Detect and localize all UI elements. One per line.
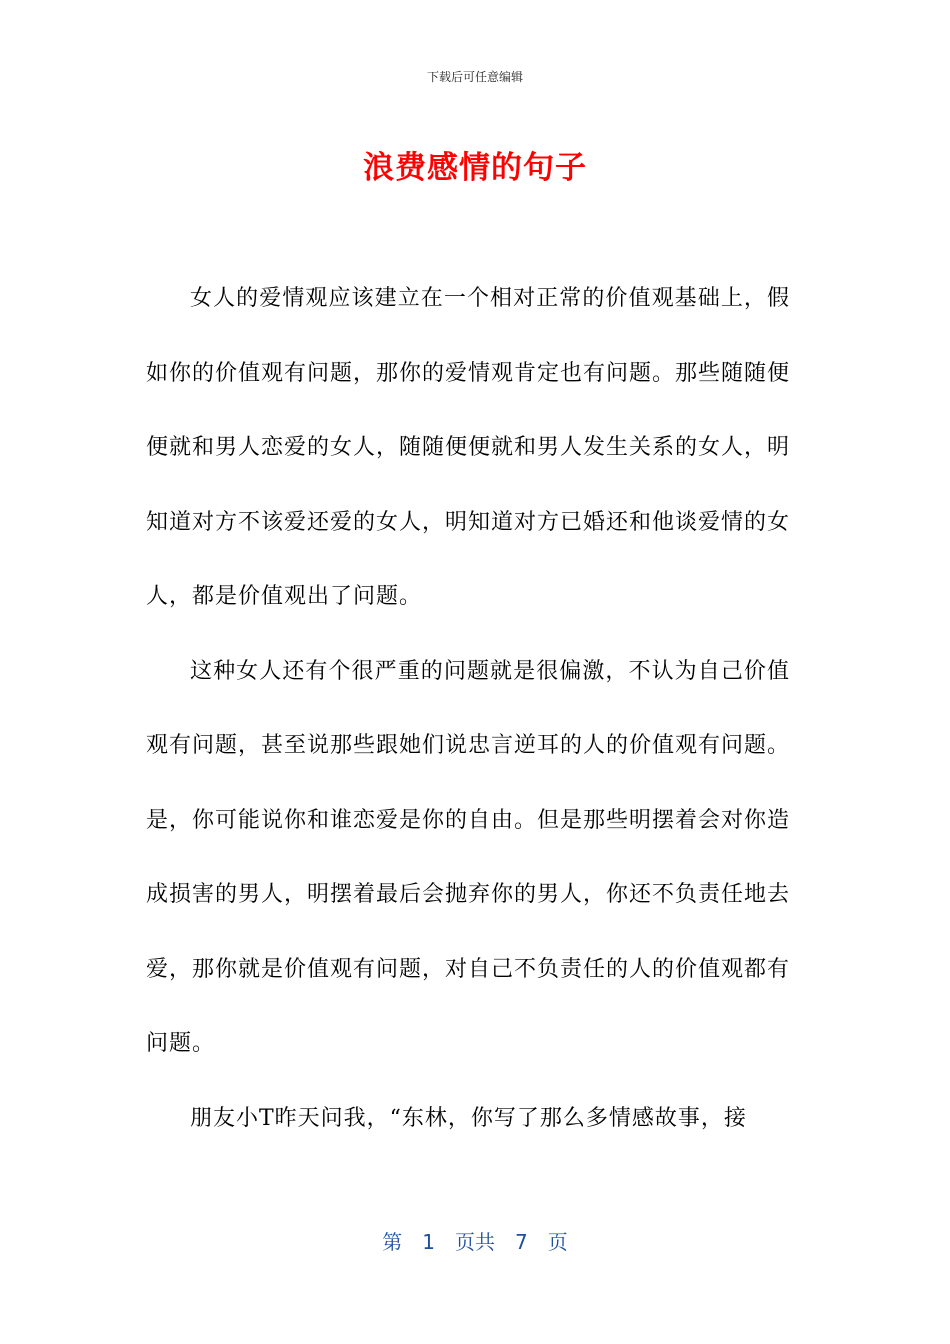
footer-suffix: 页 [547,1230,568,1254]
footer-middle: 页共 [455,1230,495,1254]
header-note: 下载后可任意编辑 [426,70,523,84]
document-body [146,262,790,1156]
footer-current-page: 1 [422,1230,435,1254]
page-footer [0,1226,950,1255]
paragraph-2: 这种女人还有个很严重的问题就是很偏激，不认为自己价值观有问题，甚至说那些跟她们说忠言逆耳的人的价值观有问题。是，你可能说你和谁恋爱是你的自由。但是那些明摆着会对你造成损害的男人，明摆着最后会抛弃你的男人，你还不负责任地去爱，那你就是价值观有问题，对自己不负责任的人的价值观都有问题。 [146,658,791,1056]
paragraph-3: 朋友小T昨天问我，“东林，你写了那么多情感故事，接 [190,1105,747,1131]
footer-prefix: 第 [382,1230,403,1254]
document-title: 浪费感情的句子 [363,150,587,186]
paragraph-1: 女人的爱情观应该建立在一个相对正常的价值观基础上，假如你的价值观有问题，那你的爱情观肯定也有问题。那些随随便便就和男人恋爱的女人，随随便便就和男人发生关系的女人，明知道对方不该爱还爱的女人，明知道对方已婚还和他谈爱情的女人，都是价值观出了问题。 [146,286,791,609]
footer-total-pages: 7 [515,1230,528,1254]
